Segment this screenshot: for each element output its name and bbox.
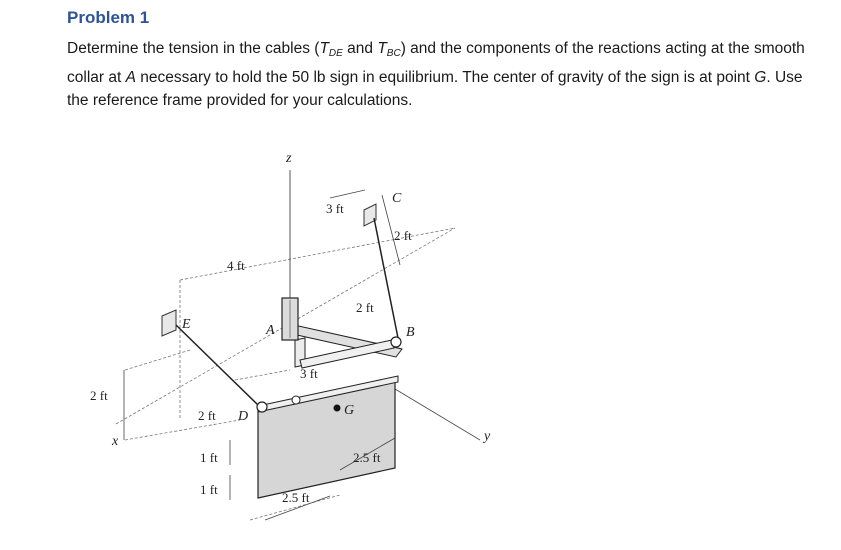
support-e — [162, 310, 176, 336]
point-g-dot — [334, 405, 341, 412]
label-g: G — [344, 403, 355, 418]
dim-1ft-b: 1 ft — [200, 482, 218, 497]
tension-de-symbol: $T_{DE}$ — [319, 40, 343, 59]
dim-25-right: 2.5 ft — [353, 450, 381, 465]
connector-mid — [292, 396, 300, 404]
axis-x-label: x — [112, 434, 119, 449]
dim-3ft-arm: 3 ft — [300, 366, 318, 381]
dim-3ft-top: 3 ft — [326, 201, 344, 216]
label-e: E — [182, 317, 191, 332]
label-d: D — [238, 409, 249, 424]
dim-4ft: 4 ft — [227, 258, 245, 273]
dim-2ft-mid: 2 ft — [356, 300, 374, 315]
problem-title: Problem 1 — [67, 8, 150, 27]
connector-d — [257, 402, 267, 412]
tension-bc-symbol: $T_{BC}$ — [377, 40, 401, 59]
label-c: C — [392, 191, 402, 206]
label-a: A — [266, 323, 275, 338]
problem-statement: Determine the tension in the cables ($T_{DE}$ and $T_{BC}$) and the components of the reactions acting at the smooth collar at A necessary to hold the 50 lb sign in equilibrium. The center of gravity of the sign is at point G. Use the reference frame provided for your calculations. — [67, 40, 805, 109]
label-b: B — [406, 325, 415, 340]
dim-25-bottom: 2.5 ft — [282, 490, 310, 505]
dim-2ft-right: 2 ft — [394, 228, 412, 243]
connector-b — [391, 337, 401, 347]
dim-2ft-d: 2 ft — [198, 408, 216, 423]
dim-1ft-a: 1 ft — [200, 450, 218, 465]
dim-2ft-left: 2 ft — [90, 388, 108, 403]
axis-z-label: z — [286, 151, 292, 166]
cable-de — [176, 325, 258, 405]
axis-y-label: y — [484, 429, 491, 444]
